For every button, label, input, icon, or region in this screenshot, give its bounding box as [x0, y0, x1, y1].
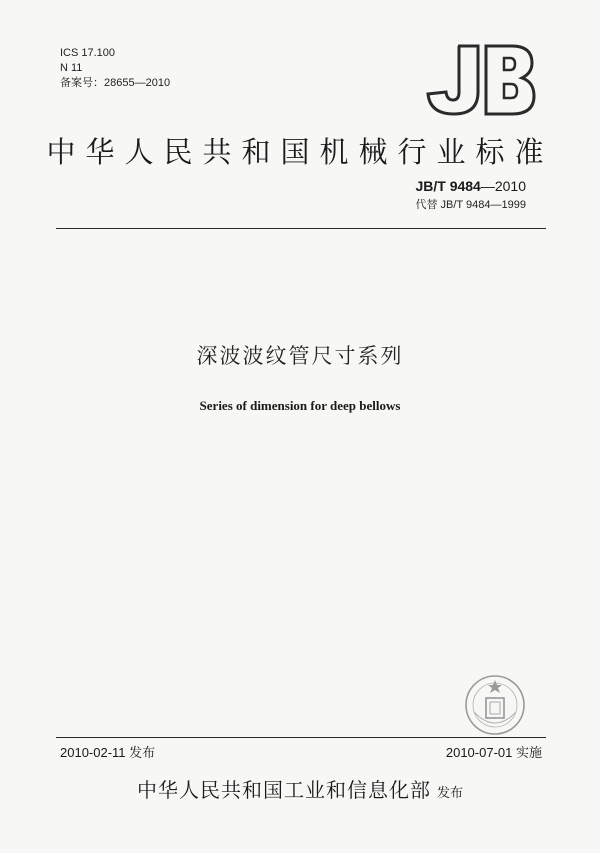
top-divider: [56, 228, 546, 229]
ccs-code: N 11: [60, 62, 83, 74]
classification-block: [60, 46, 170, 91]
jb-logo: [420, 40, 538, 120]
official-seal-stamp: [462, 672, 528, 738]
implement-date-value: 2010-07-01: [445, 745, 513, 760]
ics-code: ICS 17.100: [60, 47, 116, 59]
organization-title: 中华人民共和国机械行业标准: [46, 135, 554, 169]
publish-date-value: 2010-02-11: [60, 745, 126, 760]
implement-label: 实施: [515, 746, 542, 761]
standard-number: [415, 178, 526, 194]
document-title-chinese: 深波波纹管尺寸系列: [196, 344, 404, 368]
issuer-suffix: 发布: [436, 786, 463, 801]
document-title-english: Series of dimension for deep bellows: [199, 398, 401, 413]
issuer-name: 中华人民共和国工业和信息化部: [136, 778, 431, 802]
bottom-divider: [56, 737, 546, 738]
standard-code-block: [415, 178, 526, 212]
implement-date: [446, 742, 542, 761]
standard-number-prefix: JB/T 9484: [415, 178, 481, 194]
publish-label: 发布: [129, 746, 156, 761]
standard-number-year: —2010: [480, 178, 526, 194]
record-number: 备案号：28655—2010: [60, 77, 171, 89]
replaces-standard: 代替 JB/T 9484—1999: [415, 199, 526, 211]
issuing-authority: [0, 774, 600, 803]
publish-date: [60, 742, 155, 761]
